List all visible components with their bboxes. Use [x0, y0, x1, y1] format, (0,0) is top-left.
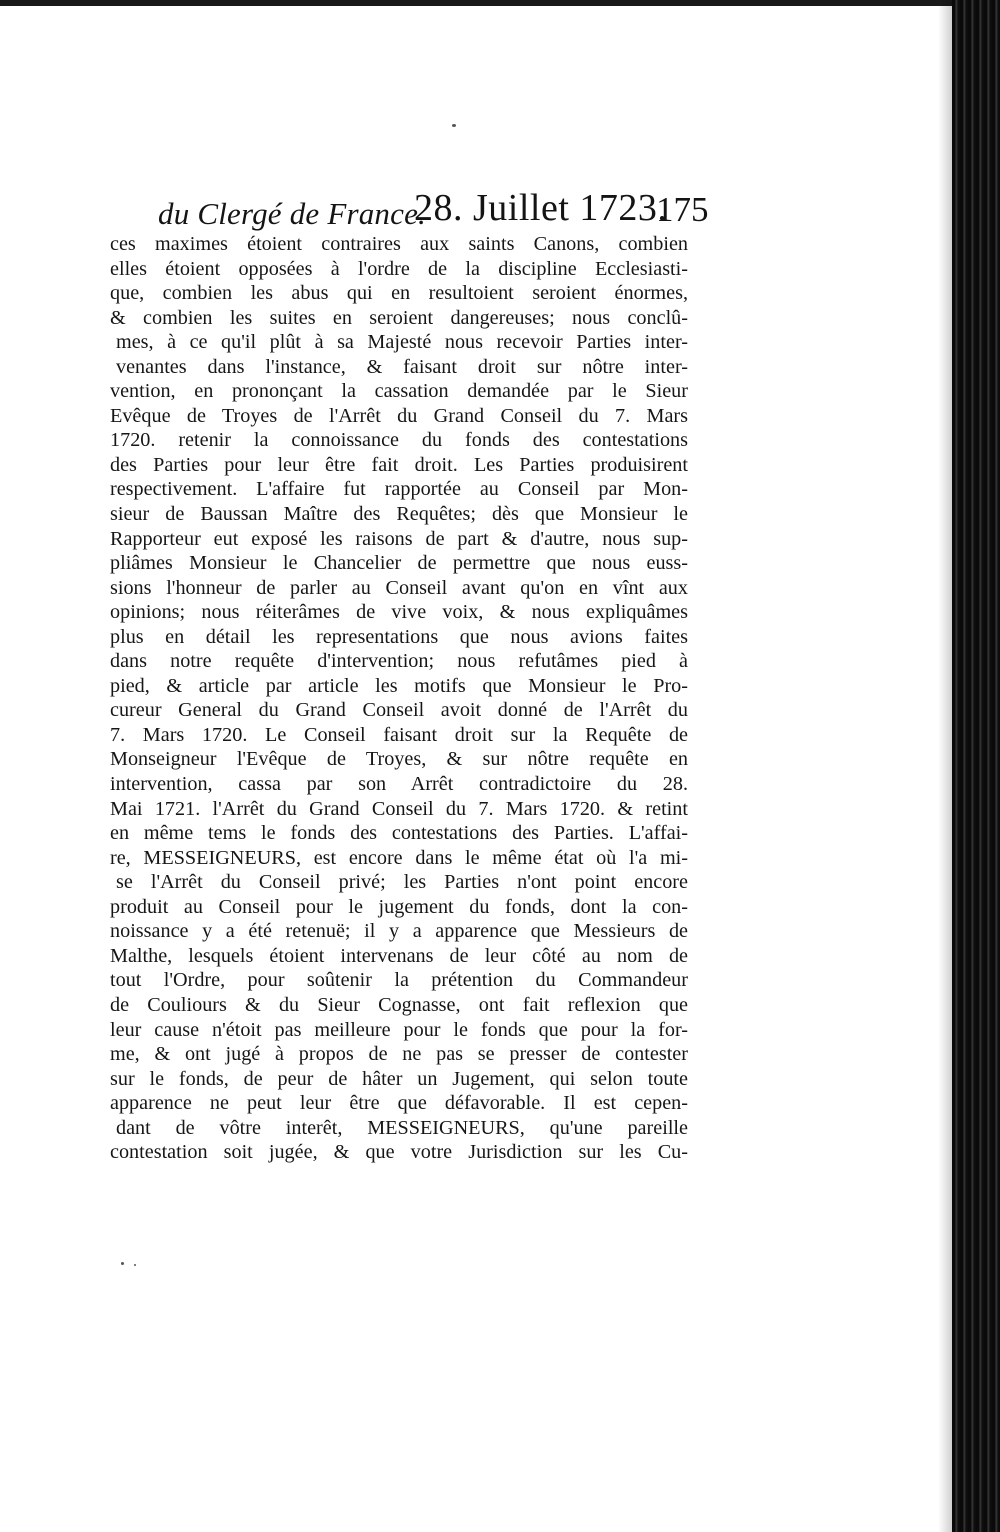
text-line: opinions; nous réiterâmes de vive voix, & nous expliquâmes: [110, 601, 688, 624]
text-line: pliâmes Monsieur le Chancelier de permettre que nous euss-: [110, 552, 688, 575]
text-line: tout l'Ordre, pour soûtenir la prétention du Commandeur: [110, 969, 688, 992]
header-date: 28. Juillet 1723.: [414, 187, 668, 229]
book-binding-edge: [952, 0, 1000, 1532]
text-line: me, & ont jugé à propos de ne pas se presser de contester: [110, 1043, 688, 1066]
text-line: re, MESSEIGNEURS, est encore dans le même état où l'a mi-: [110, 846, 688, 869]
text-line: contestation soit jugée, & que votre Jurisdiction sur les Cu-: [110, 1141, 688, 1164]
text-line: se l'Arrêt du Conseil privé; les Parties n'ont point encore: [116, 871, 688, 894]
text-line: sieur de Baussan Maître des Requêtes; dès que Monsieur le: [110, 503, 688, 526]
text-line: noissance y a été retenuë; il y a apparence que Messieurs de: [110, 920, 688, 943]
text-line: & combien les suites en seroient dangereuses; nous conclû-: [110, 306, 688, 329]
text-line: sur le fonds, de peur de hâter un Jugement, qui selon toute: [110, 1067, 688, 1090]
paper-speck: [121, 1262, 124, 1265]
text-line: sions l'honneur de parler au Conseil avant qu'on en vînt aux: [110, 576, 688, 599]
text-line: cureur General du Grand Conseil avoit donné de l'Arrêt du: [110, 699, 688, 722]
text-line: pied, & article par article les motifs que Monsieur le Pro-: [110, 674, 688, 697]
text-line: de Couliours & du Sieur Cognasse, ont fait reflexion que: [110, 993, 688, 1016]
text-line: vention, en prononçant la cassation demandée par le Sieur: [110, 380, 688, 403]
text-line: dant de vôtre interêt, MESSEIGNEURS, qu'une pareille: [116, 1116, 688, 1139]
text-line: Rapporteur eut exposé les raisons de part & d'autre, nous sup-: [110, 527, 688, 550]
text-line: Malthe, lesquels étoient intervenans de leur côté au nom de: [110, 944, 688, 967]
text-line: Evêque de Troyes de l'Arrêt du Grand Conseil du 7. Mars: [110, 404, 688, 427]
text-line: 1720. retenir la connoissance du fonds des contestations: [110, 429, 688, 452]
text-line: leur cause n'étoit pas meilleure pour le fonds que pour la for-: [110, 1018, 688, 1041]
paper-speck: [134, 1264, 136, 1266]
page-top-edge: [0, 0, 1000, 6]
paper-speck: [452, 124, 456, 127]
text-line: apparence ne peut leur être que défavorable. Il est cepen-: [110, 1092, 688, 1115]
page-number: 175: [656, 190, 709, 229]
text-line: produit au Conseil pour le jugement du fonds, dont la con-: [110, 895, 688, 918]
running-header: [158, 186, 728, 236]
body-text: [110, 232, 688, 1165]
text-line: Monseigneur l'Evêque de Troyes, & sur nôtre requête en: [110, 748, 688, 771]
text-line: plus en détail les representations que nous avions faites: [110, 625, 688, 648]
text-line: venantes dans l'instance, & faisant droit sur nôtre inter-: [116, 355, 688, 378]
text-line: elles étoient opposées à l'ordre de la discipline Ecclesiasti-: [110, 257, 688, 280]
text-line: des Parties pour leur être fait droit. Les Parties produisirent: [110, 453, 688, 476]
binding-shadow: [938, 0, 952, 1532]
text-line: 7. Mars 1720. Le Conseil faisant droit sur la Requête de: [110, 723, 688, 746]
text-line: intervention, cassa par son Arrêt contradictoire du 28.: [110, 773, 688, 796]
text-line: mes, à ce qu'il plût à sa Majesté nous recevoir Parties inter-: [116, 331, 688, 354]
text-line: Mai 1721. l'Arrêt du Grand Conseil du 7. Mars 1720. & retint: [110, 797, 688, 820]
header-title: du Clergé de France.: [158, 196, 426, 231]
text-line: que, combien les abus qui en resultoient seroient énormes,: [110, 282, 688, 305]
text-line: respectivement. L'affaire fut rapportée au Conseil par Mon-: [110, 478, 688, 501]
text-line: dans notre requête d'intervention; nous refutâmes pied à: [110, 650, 688, 673]
text-line: en même tems le fonds des contestations des Parties. L'affai-: [110, 822, 688, 845]
text-line: ces maximes étoient contraires aux saints Canons, combien: [110, 233, 688, 255]
